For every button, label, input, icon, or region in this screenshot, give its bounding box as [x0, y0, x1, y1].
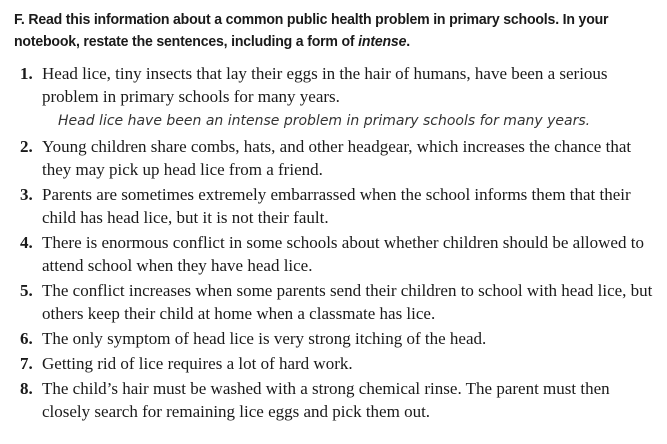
item-text: The conflict increases when some parents send their children to school with head lice, but others keep their child at home when a classmate has lice.	[42, 281, 653, 323]
list-item	[14, 279, 659, 325]
instructions-text: F. Read this information about a common public health problem in primary schools. In your notebook, restate the sentences, including a form of	[14, 11, 609, 50]
exercise-instructions	[14, 9, 616, 53]
item-number: 3.	[20, 185, 33, 204]
item-number: 2.	[20, 137, 33, 156]
list-item	[14, 352, 659, 375]
list-item	[14, 327, 659, 350]
item-number: 7.	[20, 354, 33, 373]
item-number: 1.	[20, 64, 33, 83]
list-item	[14, 62, 659, 108]
item-text: The child’s hair must be washed with a strong chemical rinse. The parent must then closely search for remaining lice eggs and pick them out.	[42, 379, 610, 421]
item-text: The only symptom of head lice is very strong itching of the head.	[42, 329, 487, 348]
item-text: Head lice, tiny insects that lay their eggs in the hair of humans, have been a serious problem in primary schools for many years.	[42, 64, 608, 106]
example-answer: Head lice have been an intense problem in primary schools for many years.	[58, 113, 591, 129]
instructions-end: .	[406, 33, 410, 50]
item-number: 6.	[20, 329, 33, 348]
instructions-emphasis: intense	[358, 33, 407, 50]
item-text: Getting rid of lice requires a lot of hard work.	[42, 354, 353, 373]
item-number: 5.	[20, 281, 33, 300]
exercise-list	[14, 62, 659, 425]
item-text: Young children share combs, hats, and other headgear, which increases the chance that they may pick up head lice from a friend.	[42, 137, 632, 179]
list-item	[14, 135, 659, 181]
list-item	[14, 183, 659, 229]
list-item	[14, 377, 659, 423]
item-number: 4.	[20, 233, 33, 252]
item-text: Parents are sometimes extremely embarrassed when the school informs them that their child has head lice, but it is not their fault.	[42, 185, 631, 227]
item-text: There is enormous conflict in some schools about whether children should be allowed to attend school when they have head lice.	[42, 233, 644, 275]
list-item	[14, 231, 659, 277]
item-number: 8.	[20, 379, 33, 398]
